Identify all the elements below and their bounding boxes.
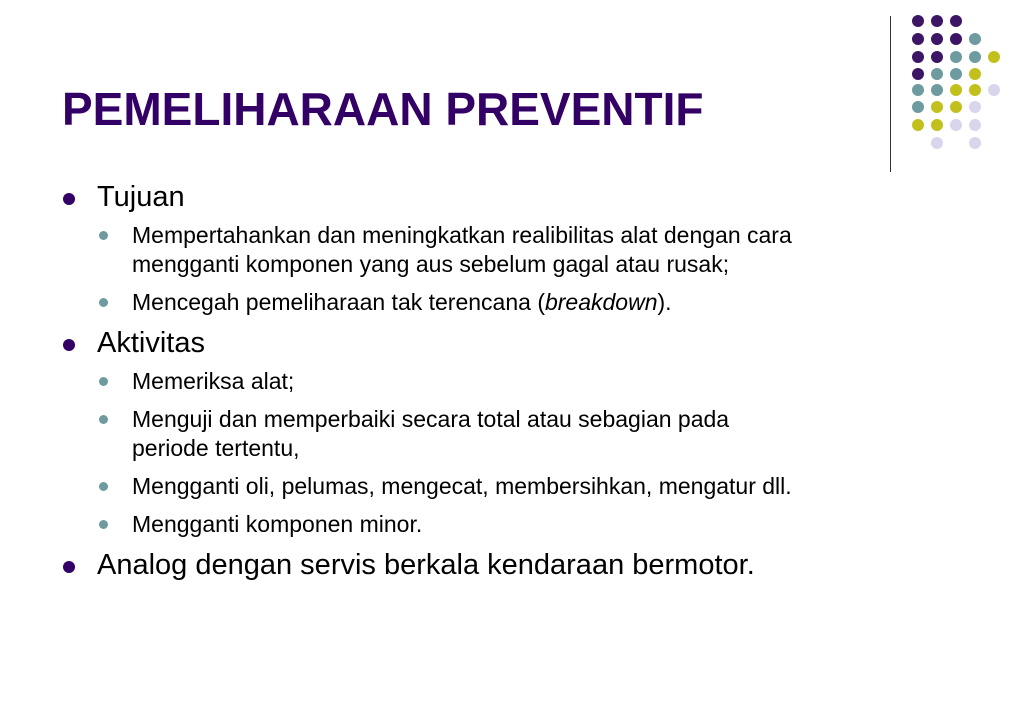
decorative-dot: [969, 84, 981, 96]
section-tujuan: [62, 180, 982, 317]
decorative-dot: [950, 15, 962, 27]
bullet-level1: [62, 326, 982, 361]
decorative-dot: [969, 33, 981, 45]
bullet-level1: [62, 548, 982, 583]
decorative-dot: [950, 119, 962, 131]
level2-bullet-dot: [99, 482, 108, 491]
bullet-text-line: periode tertentu,: [132, 435, 300, 461]
bullet-text-line: Mengganti komponen minor.: [132, 511, 423, 537]
level2-bullet-dot: [99, 377, 108, 386]
decorative-dot: [931, 84, 943, 96]
decorative-dot: [931, 137, 943, 149]
decorative-dot: [931, 101, 943, 113]
slide-content: [62, 180, 982, 589]
section-analog: [62, 548, 982, 583]
bullet-text-italic: breakdown: [544, 289, 658, 315]
decorative-dot: [931, 51, 943, 63]
decorative-dot: [969, 137, 981, 149]
decorative-dot: [950, 101, 962, 113]
bullet-level2: [62, 510, 982, 539]
decorative-dot: [931, 33, 943, 45]
section-heading: Tujuan: [97, 181, 185, 213]
bullet-level2: [62, 472, 982, 501]
section-heading: Aktivitas: [97, 327, 205, 359]
level2-bullet-dot: [99, 520, 108, 529]
bullet-level2: [62, 221, 982, 279]
bullet-text-line: mengganti komponen yang aus sebelum gagal atau rusak;: [132, 251, 730, 277]
level2-bullet-dot: [99, 415, 108, 424]
bullet-level2: [62, 367, 982, 396]
decorative-dot: [912, 68, 924, 80]
decorative-dot: [969, 119, 981, 131]
decorative-dot: [931, 68, 943, 80]
bullet-level1: [62, 180, 982, 215]
decorative-dot: [912, 33, 924, 45]
level1-bullet-dot: [63, 561, 75, 573]
decorative-dot: [912, 51, 924, 63]
bullet-text-prefix: Mencegah pemeliharaan tak terencana (: [132, 289, 545, 315]
slide-title: PEMELIHARAAN PREVENTIF: [62, 83, 704, 135]
level2-bullet-dot: [99, 231, 108, 240]
bullet-text-suffix: ).: [657, 289, 672, 315]
decorative-dot: [912, 84, 924, 96]
bullet-text-line: Memeriksa alat;: [132, 368, 295, 394]
level2-bullet-dot: [99, 298, 108, 307]
bullet-text-line: Menguji dan memperbaiki secara total atau sebagian pada: [132, 406, 730, 432]
decorative-dot: [969, 51, 981, 63]
decorative-dot: [988, 84, 1000, 96]
decorative-dot: [950, 51, 962, 63]
decorative-dot: [969, 101, 981, 113]
bullet-text-line: Mempertahankan dan meningkatkan realibilitas alat dengan cara: [132, 222, 792, 248]
decorative-dot: [950, 33, 962, 45]
bullet-text-line: Mengganti oli, pelumas, mengecat, membersihkan, mengatur dll.: [132, 473, 792, 499]
level1-bullet-dot: [63, 193, 75, 205]
decorative-dot: [931, 15, 943, 27]
level1-bullet-dot: [63, 339, 75, 351]
decorative-dot: [912, 119, 924, 131]
bullet-text-line: [132, 288, 982, 317]
decorative-dot: [988, 51, 1000, 63]
decorative-dot: [969, 68, 981, 80]
section-heading: Analog dengan servis berkala kendaraan bermotor.: [97, 549, 755, 581]
section-aktivitas: [62, 326, 982, 539]
decorative-divider: [890, 16, 891, 172]
bullet-level2: [62, 405, 982, 463]
decorative-dot: [912, 101, 924, 113]
decorative-dot: [931, 119, 943, 131]
bullet-level2: [62, 288, 982, 317]
decorative-dot: [950, 84, 962, 96]
decorative-dot: [950, 68, 962, 80]
decorative-dot: [912, 15, 924, 27]
